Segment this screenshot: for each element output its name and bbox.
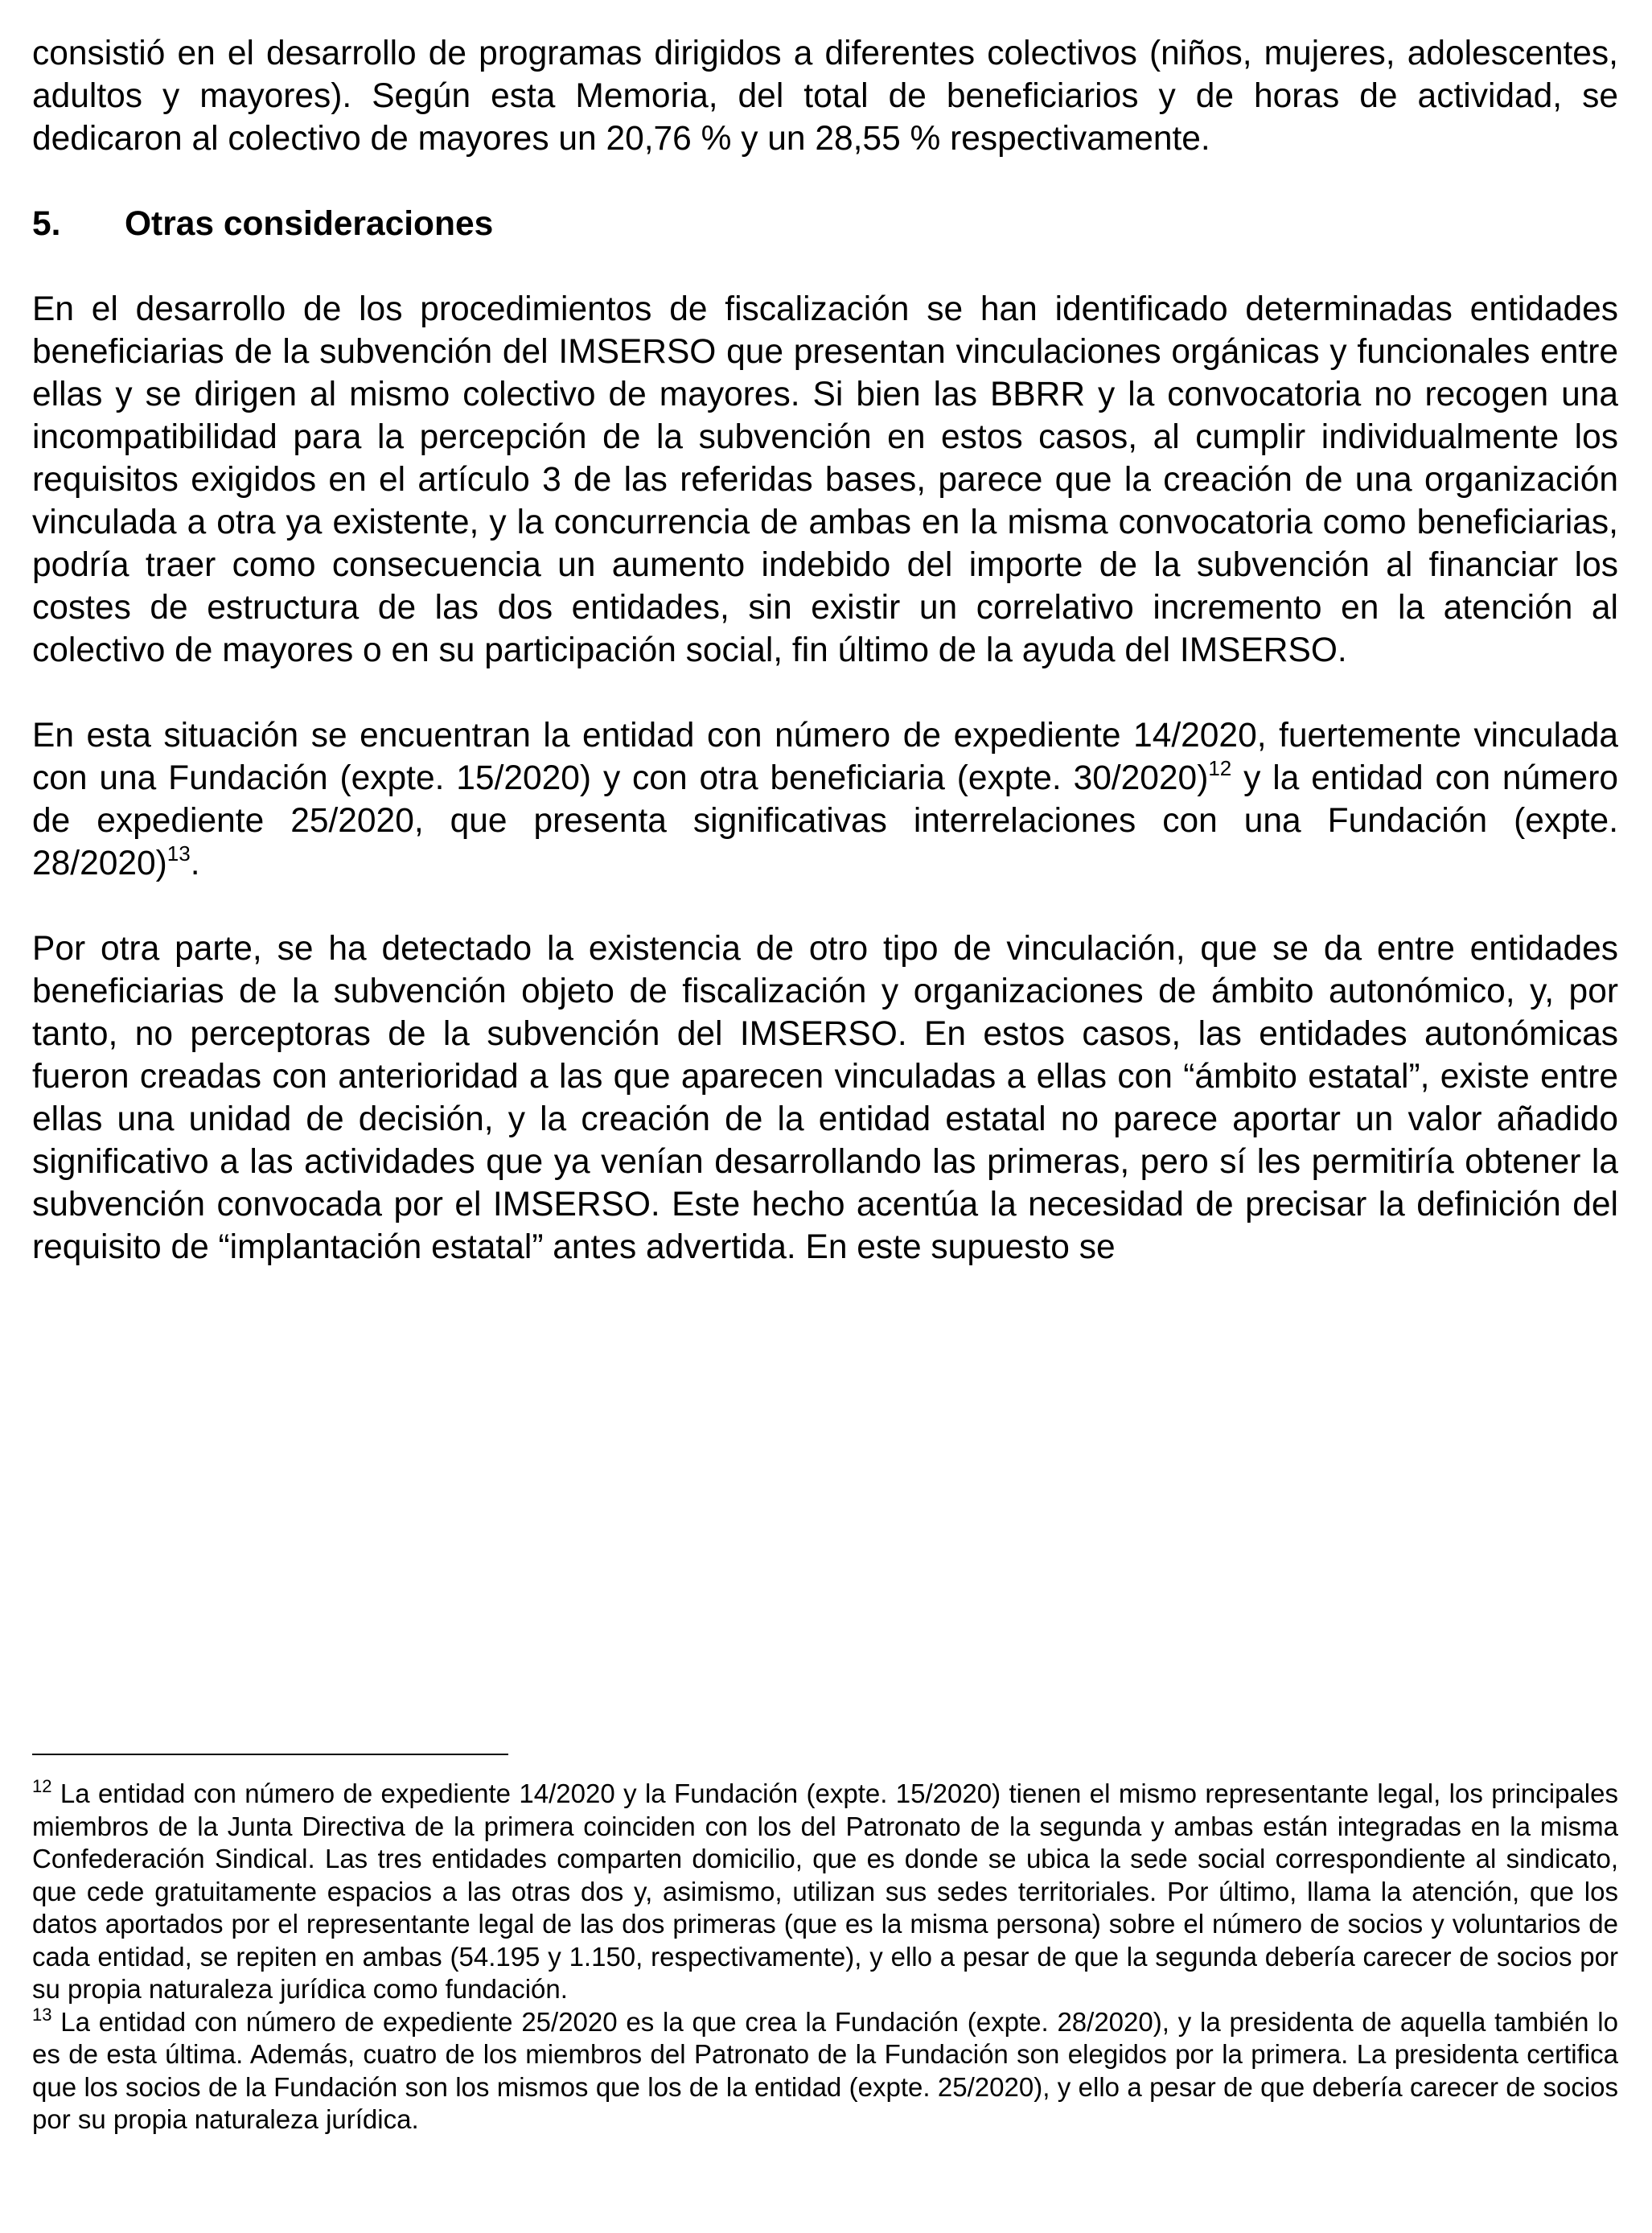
paragraph-intro: consistió en el desarrollo de programas dirigidos a diferentes colectivos (niños, mujeres, adolescentes, adultos y mayores). Según esta Memoria, del total de beneficiarios y de horas de actividad, se dedicaron al colectivo de mayores un 20,76 % y un 28,55 % respectivamente. — [32, 35, 1618, 158]
footnote-number: 13 — [32, 2004, 52, 2025]
footnote-number: 12 — [32, 1776, 52, 1796]
footnote-ref-12[interactable]: 12 — [1208, 755, 1232, 780]
spacer — [32, 885, 1618, 927]
footnote-13 — [32, 2006, 1618, 2136]
paragraph-vinculaciones: En el desarrollo de los procedimientos de fiscalización se han identificado determinadas entidades beneficiarias de la subvención del IMSERSO que presentan vinculaciones orgánicas y funcionales entre ellas y se dirigen al mismo colectivo de mayores. Si bien las BBRR y la convocatoria no recogen una incompatibilidad para la percepción de la subvención en estos casos, al cumplir individualmente los requisitos exigidos en el artículo 3 de las referidas bases, parece que la creación de una organización vinculada a otra ya existente, y la concurrencia de ambas en la misma convocatoria como beneficiarias, podría traer como consecuencia un aumento indebido del importe de la subvención al financiar los costes de estructura de las dos entidades, sin existir un correlativo incremento en la atención al colectivo de mayores o en su participación social, fin último de la ayuda del IMSERSO. — [32, 290, 1618, 669]
paragraph-otra-vinculacion: Por otra parte, se ha detectado la existencia de otro tipo de vinculación, que se da entre entidades beneficiarias de la subvención objeto de fiscalización y organizaciones de ámbito autonómico, y, por tanto, no perceptoras de la subvención del IMSERSO. En estos casos, las entidades autonómicas fueron creadas con anterioridad a las que aparecen vinculadas a ellas con “ámbito estatal”, existe entre ellas una unidad de decisión, y la creación de la entidad estatal no parece aportar un valor añadido significativo a las actividades que ya venían desarrollando las primeras, pero sí les permitiría obtener la subvención convocada por el IMSERSO. Este hecho acentúa la necesidad de precisar la definición del requisito de “implantación estatal” antes advertida. En este supuesto se — [32, 930, 1618, 1266]
document-page — [32, 32, 1618, 1269]
footnotes-section — [32, 1778, 1618, 2136]
spacer — [32, 160, 1618, 203]
section-title: Otras consideraciones — [125, 205, 494, 243]
footnote-ref-13[interactable]: 13 — [166, 841, 191, 866]
paragraph-text: y la entidad con número de expediente 25/2020, que presenta significativas interrelaciones con una Fundación (expte. 28/2020) — [32, 759, 1618, 882]
paragraph-text: . — [190, 845, 200, 882]
footnote-text: La entidad con número de expediente 25/2020 es la que crea la Fundación (expte. 28/2020), y la presidenta de aquella también lo es de esta última. Además, cuatro de los miembros del Patronato de la Fundación son elegidos por la primera. La presidenta certifica que los socios de la Fundación son los mismos que los de la entidad (expte. 25/2020), y ello a pesar de que debería carecer de socios por su propia naturaleza jurídica. — [32, 2006, 1618, 2134]
paragraph-text: En esta situación se encuentran la entidad con número de expediente 14/2020, fuertemente vinculada con una Fundación (expte. 15/2020) y con otra beneficiaria (expte. 30/2020) — [32, 717, 1618, 797]
section-heading — [32, 203, 1618, 245]
spacer — [32, 245, 1618, 288]
footnote-separator — [32, 1754, 508, 1755]
section-number: 5. — [32, 205, 61, 243]
paragraph-situacion — [32, 714, 1618, 885]
footnote-12 — [32, 1778, 1618, 2006]
spacer — [32, 672, 1618, 714]
footnote-text: La entidad con número de expediente 14/2020 y la Fundación (expte. 15/2020) tienen el mismo representante legal, los principales miembros de la Junta Directiva de la primera coinciden con los del Patronato de la segunda y ambas están integradas en la misma Confederación Sindical. Las tres entidades comparten domicilio, que es donde se ubica la sede social correspondiente al sindicato, que cede gratuitamente espacios a las otras dos y, asimismo, utilizan sus sedes territoriales. Por último, llama la atención, que los datos aportados por el representante legal de las dos primeras (que es la misma persona) sobre el número de socios y voluntarios de cada entidad, se repiten en ambas (54.195 y 1.150, respectivamente), y ello a pesar de que la segunda debería carecer de socios por su propia naturaleza jurídica como fundación. — [32, 1779, 1618, 2004]
